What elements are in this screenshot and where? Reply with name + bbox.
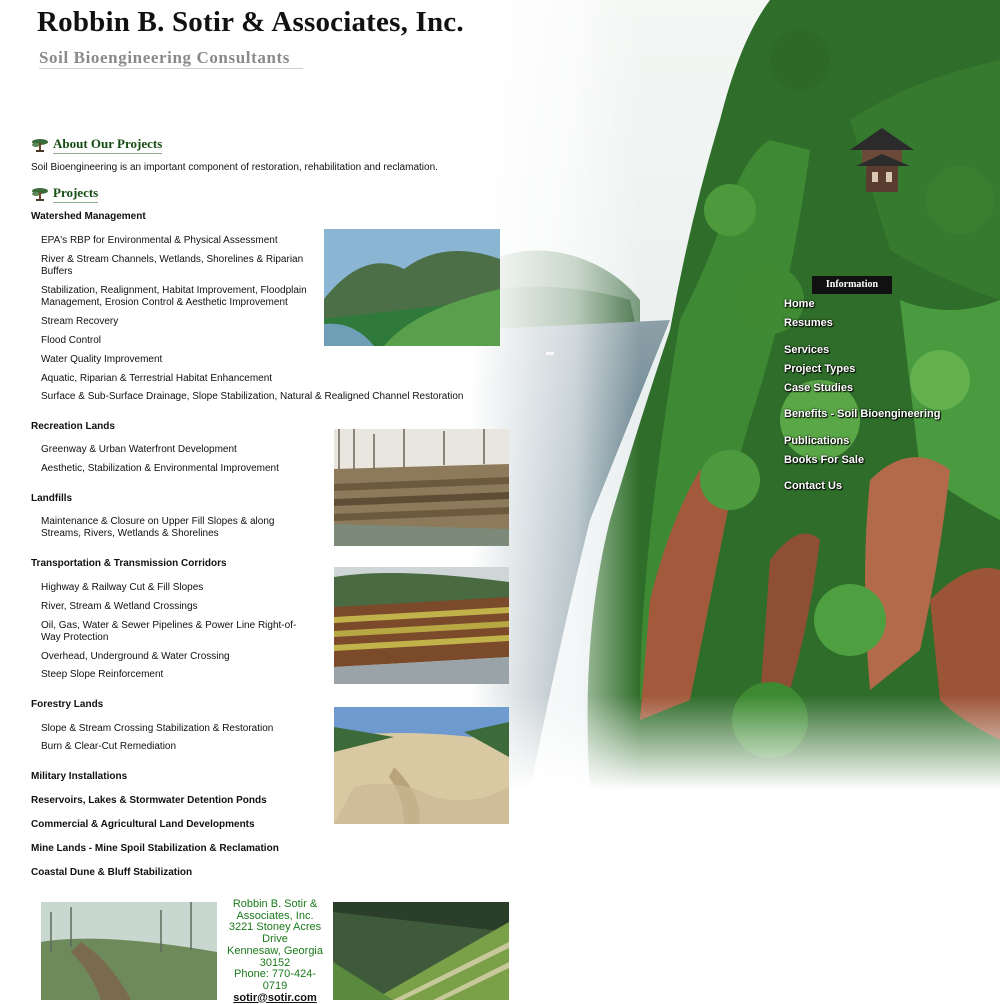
category-recreation-lands: Recreation Lands (31, 421, 115, 432)
contact-email-link[interactable]: sotir@sotir.com (233, 991, 317, 1004)
category-coastal-dune: Coastal Dune & Bluff Stabilization (31, 867, 193, 878)
category-mine-lands: Mine Lands - Mine Spoil Stabilization & Reclamation (31, 843, 279, 854)
photo-bottom-right-hillside (333, 902, 509, 1000)
list-item: Maintenance & Closure on Upper Fill Slopes & along Streams, Rivers, Wetlands & Shorelines (41, 516, 275, 539)
projects-heading: Projects (53, 185, 98, 203)
subtitle-underline (39, 68, 303, 69)
list-item: Overhead, Underground & Water Crossing (41, 651, 230, 662)
photo-watershed-riverbank (324, 229, 500, 346)
nav-link-contact-us[interactable]: Contact Us (784, 480, 843, 492)
scenic-river-gorge-image (470, 0, 1000, 790)
list-item: Aquatic, Riparian & Terrestrial Habitat Enhancement (41, 373, 273, 384)
bonsai-tree-icon (31, 186, 49, 202)
photo-recreation-slope (334, 429, 509, 546)
category-commercial-agricultural: Commercial & Agricultural Land Developments (31, 819, 255, 830)
photo-forestry-gully (334, 707, 509, 824)
nav-link-resumes[interactable]: Resumes (784, 317, 833, 329)
site-subtitle: Soil Bioengineering Consultants (39, 48, 290, 67)
contact-street: 3221 Stoney Acres Drive (228, 921, 322, 946)
nav-link-project-types[interactable]: Project Types (784, 363, 856, 375)
bonsai-tree-icon (31, 137, 49, 153)
nav-link-benefits[interactable]: Benefits - Soil Bioengineering (784, 408, 941, 420)
photo-bottom-left-slope (41, 902, 217, 1000)
list-item: Slope & Stream Crossing Stabilization & Restoration (41, 723, 274, 734)
list-item: Aesthetic, Stabilization & Environmental Improvement (41, 463, 279, 474)
contact-phone: Phone: 770-424-0719 (234, 968, 316, 992)
nav-link-services[interactable]: Services (784, 344, 830, 356)
category-watershed-management: Watershed Management (31, 211, 146, 222)
list-item: Surface & Sub-Surface Drainage, Slope Stabilization, Natural & Realigned Channel Restoration (41, 391, 464, 402)
list-item: Steep Slope Reinforcement (41, 669, 164, 680)
category-landfills: Landfills (31, 493, 73, 504)
nav-heading: Information (812, 276, 892, 294)
list-item: Burn & Clear-Cut Remediation (41, 741, 177, 752)
nav-link-books-for-sale[interactable]: Books For Sale (784, 454, 865, 466)
list-item: EPA's RBP for Environmental & Physical Assessment (41, 235, 278, 246)
about-heading: About Our Projects (53, 136, 162, 154)
list-item: Oil, Gas, Water & Sewer Pipelines & Power Line Right-of-Way Protection (41, 620, 297, 643)
site-title: Robbin B. Sotir & Associates, Inc. (37, 6, 464, 38)
list-item: Stabilization, Realignment, Habitat Improvement, Floodplain Management, Erosion Control & Aesthetic Improvement (41, 285, 307, 308)
nav-link-case-studies[interactable]: Case Studies (784, 382, 854, 394)
contact-company: Robbin B. Sotir & Associates, Inc. (232, 898, 318, 922)
list-item: Greenway & Urban Waterfront Development (41, 444, 237, 455)
nav-link-home[interactable]: Home (784, 298, 815, 310)
list-item: River, Stream & Wetland Crossings (41, 601, 198, 612)
category-transportation-corridors: Transportation & Transmission Corridors (31, 558, 227, 569)
about-intro: Soil Bioengineering is an important component of restoration, rehabilitation and reclamation. (31, 162, 438, 173)
about-heading-row (31, 136, 162, 154)
list-item: Flood Control (41, 335, 102, 346)
photo-transportation-slope (334, 567, 509, 684)
category-military-installations: Military Installations (31, 771, 128, 782)
projects-heading-row (31, 185, 98, 203)
list-item: Highway & Railway Cut & Fill Slopes (41, 582, 204, 593)
contact-city: Kennesaw, Georgia 30152 (226, 944, 323, 969)
category-forestry-lands: Forestry Lands (31, 699, 104, 710)
list-item: Water Quality Improvement (41, 354, 163, 365)
nav-link-publications[interactable]: Publications (784, 435, 850, 447)
contact-address (226, 899, 324, 1004)
list-item: River & Stream Channels, Wetlands, Shorelines & Riparian Buffers (41, 254, 304, 277)
category-reservoirs-lakes: Reservoirs, Lakes & Stormwater Detention Ponds (31, 795, 267, 806)
list-item: Stream Recovery (41, 316, 119, 327)
